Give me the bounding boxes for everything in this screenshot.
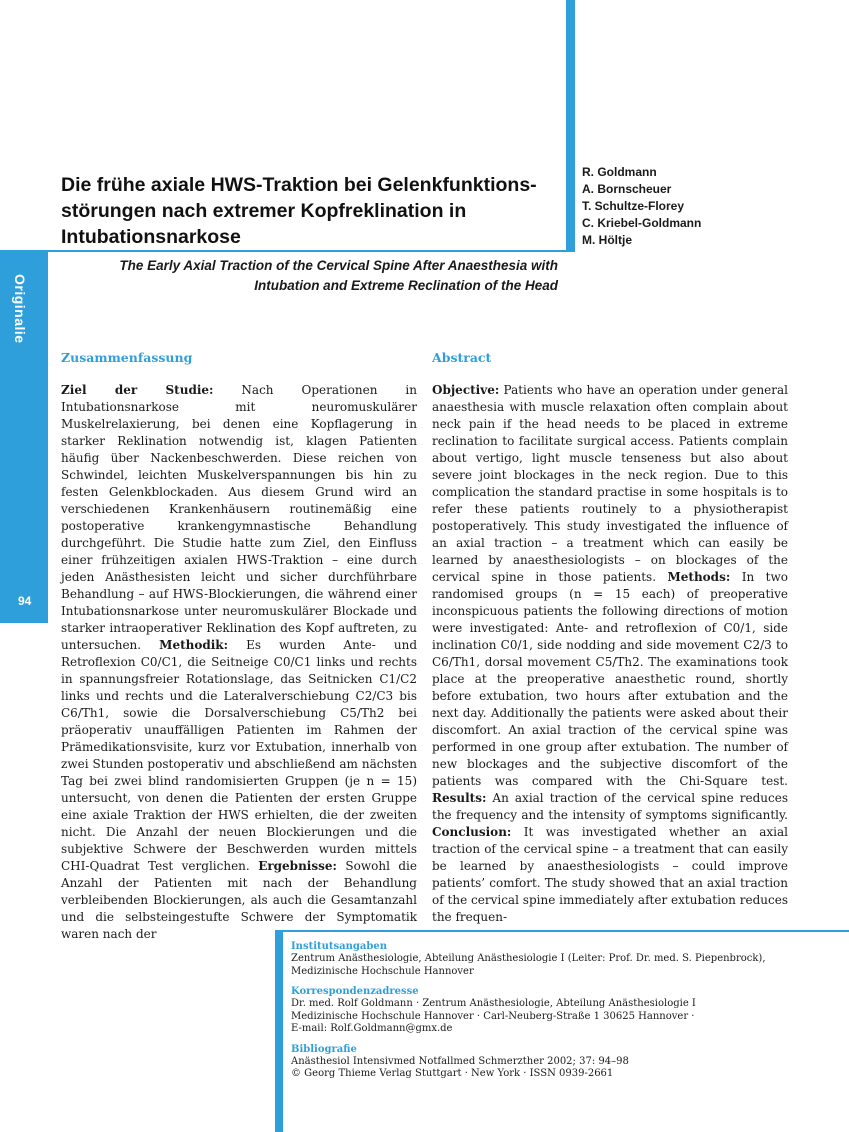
author: A. Bornscheuer [582, 182, 672, 196]
zusammenfassung-heading: Zusammenfassung [61, 350, 193, 365]
info-box-bar [275, 930, 283, 1132]
lead-methodik: Methodik: [159, 638, 229, 652]
abstract-text [432, 382, 788, 926]
author: R. Goldmann [582, 165, 657, 179]
author: C. Kriebel-Goldmann [582, 216, 702, 230]
lead-ergebnisse: Ergebnisse: [258, 859, 337, 873]
bibliografie-block [291, 1043, 831, 1081]
title-rule [0, 250, 566, 252]
section-label: Originalie [12, 274, 28, 344]
author: T. Schultze-Florey [582, 199, 685, 213]
text-ergebnisse: Sowohl die Anzahl der Patienten mit nach der Behandlung verbleibenden Blockierungen, als auch die Gesamtanzahl und die selbsteingestufte Schwere der Symptomatik waren nach der [61, 859, 417, 941]
korrespondenz-heading: Korrespondenzadresse [291, 986, 419, 997]
info-box-rule [275, 930, 849, 932]
institut-line: Zentrum Anästhesiologie, Abteilung Anästhesiologie I (Leiter: Prof. Dr. med. S. Piepenbrock), [291, 953, 766, 964]
abstract-heading: Abstract [432, 350, 492, 365]
lead-results: Results: [432, 791, 487, 805]
author: M. Höltje [582, 233, 632, 247]
article-title: Die frühe axiale HWS-Traktion bei Gelenkfunktions-störungen nach extremer Kopfreklination in Intubationsnarkose [61, 174, 537, 248]
text-results: An axial traction of the cervical spine reduces the frequency and the intensity of symptoms significantly. [432, 791, 788, 822]
bibliografie-line: Anästhesiol Intensivmed Notfallmed Schmerzther 2002; 37: 94–98 [291, 1055, 629, 1067]
institut-heading: Institutsangaben [291, 941, 387, 952]
section-tab [0, 252, 48, 623]
info-box [291, 940, 831, 1088]
author-list [582, 164, 832, 249]
zusammenfassung-column [61, 350, 417, 943]
lead-objective: Objective: [432, 383, 500, 397]
lead-methods: Methods: [667, 570, 731, 584]
page-number: 94 [18, 594, 32, 608]
email-line: E-mail: Rolf.Goldmann@gmx.de [291, 1023, 453, 1034]
korrespondenz-line: Dr. med. Rolf Goldmann · Zentrum Anästhesiologie, Abteilung Anästhesiologie I [291, 998, 696, 1009]
lead-conclusion: Conclusion: [432, 825, 512, 839]
korrespondenz-line: Medizinische Hochschule Hannover · Carl-Neuberg-Straße 1 30625 Hannover · [291, 1010, 695, 1022]
text-methods: In two randomised groups (n = 15 each) of preoperative inconspicuous patients the following directions of motion were investigated: Ante- and retroflexion of C0/1, side inclination C0/1, side nodding and side movement C2/3 to C6/Th1, dorsal movement C5/Th2. The examinations took place at the preoperative anaesthetic round, shortly before extubation, two hours after extubation and the next day. Additionally the patients were asked about their discomfort. An axial traction of the cervical spine was performed in one group after extubation. The number of new blockages and the subjective discomfort of the patients was compared with the Chi-Square test. [432, 570, 788, 788]
text-ziel: Nach Operationen in Intubationsnarkose mit neuromuskulärer Muskelrelaxierung, bei denen eine Kopflagerung in starker Reklination notwendig ist, klagen Patienten häufig über Nackenbeschwerden. Diese reichen von Schwindel, leichten Muskelverspannungen bis hin zu festen Gelenkblockaden. Aus diesem Grund wird an verschiedenen Krankenhäusern routinemäßig eine postoperative krankengymnastische Behandlung durchgeführt. Die Studie hatte zum Ziel, den Einfluss einer frühzeitigen axialen HWS-Traktion – eine durch jeden Anästhesisten leicht und sicher durchführbare Behandlung – auf HWS-Blockierungen, die während einer Intubationsnarkose unter neuromuskulärer Blockade und starker intraoperativer Reklination des Kopf auftreten, zu untersuchen. [61, 383, 417, 652]
korrespondenz-block [291, 985, 831, 1036]
institut-block [291, 940, 831, 978]
lead-ziel: Ziel der Studie: [61, 383, 214, 397]
text-conclusion: It was investigated whether an axial traction of the cervical spine – a treatment that can easily be learned by anaesthesiologists – could improve patients’ comfort. The study showed that an axial traction of the cervical spine immediately after extubation reduces the frequen- [432, 825, 788, 924]
accent-bar-top [566, 0, 575, 252]
text-methodik: Es wurden Ante- und Retroflexion C0/C1, die Seitneige C0/C1 links und rechts in spannungsfreier Rotationslage, das Seitnicken C1/C2 links und rechts und die Lateralverschiebung C2/C3 bis C6/Th1, sowie die Dorsalverschiebung C5/Th2 bei präoperativ unauffälligen Patienten im Rahmen der Prämedikationsvisite, kurz vor Extubation, innerhalb von zwei Stunden postoperativ und abschließend am nächsten Tag bei zwei blind randomisierten Gruppen (je n = 15) untersucht, von denen die Patienten der ersten Gruppe eine axiale Traktion der HWS erhielten, die der zweiten nicht. Die Anzahl der neuen Blockierungen und die subjektive Schwere der Beschwerden wurden mittels CHI-Quadrat Test verglichen. [61, 638, 417, 873]
text-objective: Patients who have an operation under general anaesthesia with muscle relaxation often complain about neck pain if the head needs to be placed in extreme reclination to facilitate surgical access. Patients complain about vertigo, light muscle tenseness but also about severe joint blockages in the neck region. Due to this complication the standard practise in some hospitals is to refer these patients routinely to a physiotherapist postoperatively. This study investigated the influence of an axial traction – a treatment which can easily be learned by anaesthesiologists – on blockages of the cervical spine in those patients. [432, 383, 788, 584]
zusammenfassung-text [61, 382, 417, 943]
copyright-line: © Georg Thieme Verlag Stuttgart · New York · ISSN 0939-2661 [291, 1068, 614, 1079]
institut-line: Medizinische Hochschule Hannover [291, 965, 474, 977]
bibliografie-heading: Bibliografie [291, 1043, 357, 1055]
english-title: The Early Axial Traction of the Cervical Spine After Anaesthesia with Intubation and Extreme Reclination of the Head [119, 258, 558, 293]
abstract-column [432, 350, 788, 926]
